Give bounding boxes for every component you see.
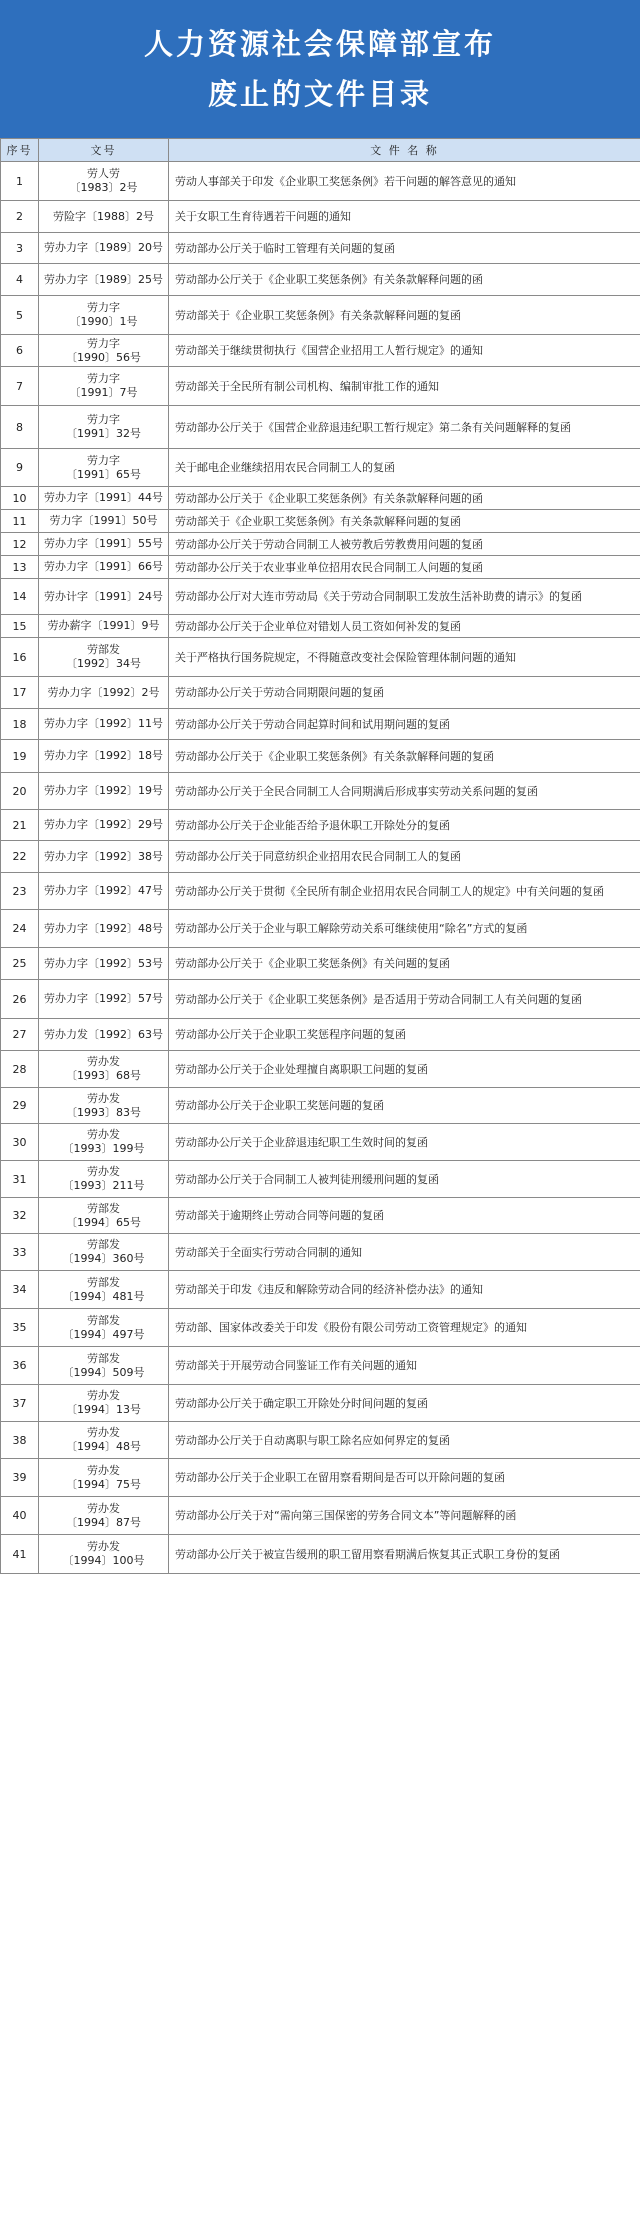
doc-number-line: 劳办发 [87,1540,120,1553]
cell-doc-number [39,1198,169,1234]
cell-document-name: 劳动部、国家体改委关于印发《股份有限公司劳动工资管理规定》的通知 [169,1309,640,1347]
doc-number-line: 劳部发 [87,1351,120,1365]
cell-seq: 31 [1,1161,39,1198]
table-row [1,533,640,556]
cell-seq: 26 [1,980,39,1019]
table-row [1,1161,640,1198]
cell-doc-number [39,233,169,264]
cell-seq: 17 [1,677,39,709]
cell-doc-number [39,773,169,810]
cell-doc-number [39,487,169,510]
table-row [1,1051,640,1088]
cell-document-name: 劳动部办公厅关于确定职工开除处分时间问题的复函 [169,1385,640,1422]
title-banner [0,0,640,138]
doc-number-line: 〔1991〕7号 [69,386,138,399]
cell-seq: 21 [1,810,39,841]
doc-number-line: 劳办发 [87,1463,120,1477]
table-row [1,1422,640,1459]
cell-seq: 20 [1,773,39,810]
doc-number-line: 劳办发 [87,1165,120,1178]
doc-number-line: 劳办力字〔1992〕2号 [47,685,160,699]
table-row [1,1459,640,1497]
doc-number-line: 〔1983〕2号 [69,181,138,194]
cell-doc-number [39,1124,169,1161]
doc-number-line: 劳办发 [87,1091,120,1105]
cell-doc-number [39,1535,169,1574]
cell-doc-number [39,162,169,201]
cell-document-name: 劳动部办公厅关于劳动合同起算时间和试用期问题的复函 [169,709,640,740]
cell-doc-number [39,740,169,773]
doc-number-line: 劳办力字〔1992〕53号 [44,956,163,970]
doc-number-line: 劳办力字〔1992〕57号 [44,992,163,1005]
cell-doc-number [39,910,169,948]
table-row [1,1234,640,1271]
cell-seq: 13 [1,556,39,579]
cell-seq: 40 [1,1497,39,1535]
doc-number-line: 〔1991〕32号 [66,427,141,440]
table-row [1,1347,640,1385]
doc-number-line: 〔1990〕56号 [66,350,141,364]
cell-doc-number [39,1019,169,1051]
table-body [1,162,640,1574]
table-row [1,449,640,487]
cell-document-name: 劳动部关于全民所有制公司机构、编制审批工作的通知 [169,367,640,406]
table-row [1,1198,640,1234]
doc-number-line: 劳力字 [87,453,120,467]
table-row [1,1124,640,1161]
cell-doc-number [39,579,169,615]
cell-document-name: 劳动部办公厅关于企业与职工解除劳动关系可继续使用“除名”方式的复函 [169,910,640,948]
cell-document-name: 劳动部办公厅关于企业能否给予退休职工开除处分的复函 [169,810,640,841]
cell-document-name: 劳动部关于印发《违反和解除劳动合同的经济补偿办法》的通知 [169,1271,640,1309]
cell-document-name: 关于女职工生育待遇若干问题的通知 [169,201,640,233]
cell-doc-number [39,296,169,335]
doc-number-line: 劳力字〔1991〕50号 [49,514,158,527]
abolished-documents-table [0,138,640,1574]
cell-document-name: 劳动部办公厅关于劳动合同制工人被劳教后劳教费用问题的复函 [169,533,640,556]
cell-seq: 37 [1,1385,39,1422]
cell-doc-number [39,1234,169,1271]
doc-number-line: 〔1994〕13号 [66,1403,141,1416]
table-row [1,841,640,873]
cell-seq: 38 [1,1422,39,1459]
cell-document-name: 劳动部办公厅关于企业处理擅自离职职工问题的复函 [169,1051,640,1088]
cell-doc-number [39,841,169,873]
doc-number-line: 〔1993〕211号 [62,1179,145,1192]
cell-doc-number [39,615,169,638]
doc-number-line: 劳险字〔1988〕2号 [53,209,154,223]
cell-seq: 10 [1,487,39,510]
doc-number-line: 劳力字 [87,301,120,314]
cell-doc-number [39,677,169,709]
cell-doc-number [39,1309,169,1347]
doc-number-line: 〔1993〕199号 [62,1142,145,1155]
doc-number-line: 劳办力字〔1991〕55号 [44,537,163,550]
cell-doc-number [39,510,169,533]
cell-doc-number [39,1497,169,1535]
doc-number-line: 劳办力字〔1992〕47号 [44,884,163,897]
cell-seq: 5 [1,296,39,335]
doc-number-line: 劳办发 [87,1501,120,1515]
doc-number-line: 〔1993〕68号 [66,1069,141,1082]
cell-doc-number [39,638,169,677]
cell-doc-number [39,335,169,367]
cell-doc-number [39,201,169,233]
doc-number-line: 劳部发 [87,1201,120,1215]
doc-number-line: 劳办发 [87,1389,120,1402]
doc-number-line: 劳办力字〔1992〕38号 [44,849,163,863]
cell-doc-number [39,367,169,406]
doc-number-line: 〔1993〕83号 [66,1105,141,1119]
cell-seq: 9 [1,449,39,487]
table-row [1,1497,640,1535]
table-row [1,740,640,773]
cell-doc-number [39,948,169,980]
cell-seq: 14 [1,579,39,615]
table-row [1,264,640,296]
doc-number-line: 劳办薪字〔1991〕9号 [47,619,160,632]
cell-document-name: 劳动部办公厅关于企业辞退违纪职工生效时间的复函 [169,1124,640,1161]
page-title-line-1: 人力资源社会保障部宣布 [143,27,496,61]
doc-number-line: 劳部发 [87,643,120,656]
cell-document-name: 关于严格执行国务院规定，不得随意改变社会保险管理体制问题的通知 [169,638,640,677]
doc-number-line: 劳力字 [87,413,120,426]
cell-seq: 28 [1,1051,39,1088]
table-row [1,335,640,367]
table-row [1,873,640,910]
column-header-seq: 序号 [1,139,39,162]
table-row [1,948,640,980]
doc-number-line: 〔1994〕87号 [66,1515,141,1529]
cell-document-name: 劳动部办公厅关于自动离职与职工除名应如何界定的复函 [169,1422,640,1459]
table-row [1,367,640,406]
cell-document-name: 劳动部办公厅关于《企业职工奖惩条例》有关条款解释问题的复函 [169,740,640,773]
table-row [1,556,640,579]
doc-number-line: 〔1991〕65号 [66,467,141,481]
cell-seq: 33 [1,1234,39,1271]
cell-seq: 36 [1,1347,39,1385]
cell-document-name: 劳动部办公厅关于同意纺织企业招用农民合同制工人的复函 [169,841,640,873]
cell-document-name: 劳动部办公厅关于企业单位对错划人员工资如何补发的复函 [169,615,640,638]
table-row [1,810,640,841]
cell-seq: 1 [1,162,39,201]
cell-document-name: 劳动部办公厅关于《企业职工奖惩条例》有关条款解释问题的函 [169,487,640,510]
cell-seq: 4 [1,264,39,296]
cell-document-name: 劳动部办公厅关于劳动合同期限问题的复函 [169,677,640,709]
cell-document-name: 劳动部办公厅关于《企业职工奖惩条例》有关条款解释问题的函 [169,264,640,296]
doc-number-line: 〔1994〕100号 [62,1554,145,1567]
table-row [1,296,640,335]
doc-number-line: 劳力字 [87,372,120,385]
cell-document-name: 劳动部办公厅关于企业职工在留用察看期间是否可以开除问题的复函 [169,1459,640,1497]
table-row [1,1309,640,1347]
doc-number-line: 劳力字 [87,336,120,350]
doc-number-line: 〔1994〕360号 [62,1252,145,1265]
table-row [1,1088,640,1124]
doc-number-line: 劳办发 [87,1128,120,1141]
table-row [1,510,640,533]
doc-number-line: 劳办力字〔1991〕44号 [44,491,163,504]
table-row [1,201,640,233]
cell-seq: 34 [1,1271,39,1309]
cell-document-name: 劳动部关于开展劳动合同鉴证工作有关问题的通知 [169,1347,640,1385]
cell-seq: 16 [1,638,39,677]
doc-number-line: 〔1994〕509号 [62,1365,145,1379]
cell-doc-number [39,449,169,487]
cell-seq: 3 [1,233,39,264]
cell-doc-number [39,1459,169,1497]
table-row [1,980,640,1019]
cell-doc-number [39,810,169,841]
cell-seq: 35 [1,1309,39,1347]
cell-doc-number [39,1271,169,1309]
cell-document-name: 劳动部办公厅关于贯彻《全民所有制企业招用农民合同制工人的规定》中有关问题的复函 [169,873,640,910]
doc-number-line: 劳办力字〔1989〕20号 [44,241,163,254]
cell-seq: 39 [1,1459,39,1497]
cell-seq: 7 [1,367,39,406]
table-row [1,406,640,449]
cell-doc-number [39,873,169,910]
cell-seq: 18 [1,709,39,740]
cell-doc-number [39,1161,169,1198]
table-row [1,910,640,948]
doc-number-line: 劳办力字〔1992〕48号 [44,921,163,935]
cell-document-name: 劳动部办公厅关于企业职工奖惩问题的复函 [169,1088,640,1124]
column-header-document-name: 文 件 名 称 [169,139,640,162]
doc-number-line: 劳部发 [87,1238,120,1251]
cell-doc-number [39,406,169,449]
cell-doc-number [39,1088,169,1124]
cell-document-name: 劳动部关于《企业职工奖惩条例》有关条款解释问题的复函 [169,510,640,533]
cell-document-name: 劳动部办公厅关于《企业职工奖惩条例》有关问题的复函 [169,948,640,980]
doc-number-line: 劳办力字〔1992〕11号 [44,717,163,730]
table-row [1,677,640,709]
cell-document-name: 劳动部办公厅关于合同制工人被判徒刑缓刑问题的复函 [169,1161,640,1198]
doc-number-line: 〔1994〕75号 [66,1477,141,1491]
doc-number-line: 劳办力字〔1991〕66号 [44,560,163,573]
doc-number-line: 〔1994〕48号 [66,1440,141,1453]
cell-document-name: 劳动部办公厅对大连市劳动局《关于劳动合同制职工发放生活补助费的请示》的复函 [169,579,640,615]
doc-number-line: 劳办发 [87,1055,120,1068]
table-header-row [1,139,640,162]
table-row [1,487,640,510]
cell-doc-number [39,533,169,556]
cell-document-name: 劳动部关于继续贯彻执行《国营企业招用工人暂行规定》的通知 [169,335,640,367]
cell-seq: 41 [1,1535,39,1574]
doc-number-line: 劳办力字〔1989〕25号 [44,272,163,286]
cell-seq: 32 [1,1198,39,1234]
doc-number-line: 劳部发 [87,1313,120,1327]
table-row [1,615,640,638]
doc-number-line: 〔1992〕34号 [66,657,141,670]
cell-doc-number [39,1422,169,1459]
table-row [1,1385,640,1422]
cell-document-name: 劳动部关于《企业职工奖惩条例》有关条款解释问题的复函 [169,296,640,335]
table-row [1,1271,640,1309]
doc-number-line: 劳办计字〔1991〕24号 [44,589,163,603]
cell-seq: 11 [1,510,39,533]
doc-number-line: 〔1990〕1号 [69,315,138,328]
doc-number-line: 〔1994〕481号 [62,1289,145,1303]
cell-seq: 19 [1,740,39,773]
cell-doc-number [39,980,169,1019]
cell-doc-number [39,1347,169,1385]
table-row [1,579,640,615]
cell-doc-number [39,1051,169,1088]
cell-seq: 25 [1,948,39,980]
cell-document-name: 劳动部办公厅关于农业事业单位招用农民合同制工人问题的复函 [169,556,640,579]
table-row [1,1535,640,1574]
column-header-doc-number: 文号 [39,139,169,162]
cell-document-name: 劳动部关于逾期终止劳动合同等问题的复函 [169,1198,640,1234]
cell-document-name: 劳动部办公厅关于全民合同制工人合同期满后形成事实劳动关系问题的复函 [169,773,640,810]
table-row [1,162,640,201]
cell-document-name: 劳动部办公厅关于《企业职工奖惩条例》是否适用于劳动合同制工人有关问题的复函 [169,980,640,1019]
cell-doc-number [39,264,169,296]
cell-document-name: 劳动部办公厅关于被宣告缓刑的职工留用察看期满后恢复其正式职工身份的复函 [169,1535,640,1574]
doc-number-line: 劳人劳 [87,167,120,180]
cell-seq: 27 [1,1019,39,1051]
table-row [1,773,640,810]
cell-doc-number [39,556,169,579]
cell-document-name: 劳动部办公厅关于企业职工奖惩程序问题的复函 [169,1019,640,1051]
cell-seq: 29 [1,1088,39,1124]
cell-seq: 12 [1,533,39,556]
cell-seq: 15 [1,615,39,638]
cell-document-name: 劳动部关于全面实行劳动合同制的通知 [169,1234,640,1271]
page-title-line-2: 废止的文件目录 [207,77,432,111]
cell-doc-number [39,709,169,740]
cell-document-name: 关于邮电企业继续招用农民合同制工人的复函 [169,449,640,487]
cell-document-name: 劳动部办公厅关于对“需向第三国保密的劳务合同文本”等问题解释的函 [169,1497,640,1535]
cell-seq: 8 [1,406,39,449]
doc-number-line: 劳办力发〔1992〕63号 [44,1027,163,1041]
table-row [1,233,640,264]
cell-document-name: 劳动人事部关于印发《企业职工奖惩条例》若干问题的解答意见的通知 [169,162,640,201]
cell-seq: 22 [1,841,39,873]
doc-number-line: 劳办力字〔1992〕18号 [44,749,163,762]
cell-seq: 6 [1,335,39,367]
doc-number-line: 劳部发 [87,1275,120,1289]
table-row [1,638,640,677]
cell-seq: 24 [1,910,39,948]
doc-number-line: 〔1994〕65号 [66,1215,141,1229]
table-row [1,1019,640,1051]
cell-seq: 30 [1,1124,39,1161]
table-row [1,709,640,740]
cell-document-name: 劳动部办公厅关于临时工管理有关问题的复函 [169,233,640,264]
cell-seq: 23 [1,873,39,910]
doc-number-line: 劳办发 [87,1426,120,1439]
cell-doc-number [39,1385,169,1422]
doc-number-line: 劳办力字〔1992〕19号 [44,784,163,797]
doc-number-line: 〔1994〕497号 [62,1327,145,1341]
doc-number-line: 劳办力字〔1992〕29号 [44,818,163,831]
cell-seq: 2 [1,201,39,233]
cell-document-name: 劳动部办公厅关于《国营企业辞退违纪职工暂行规定》第二条有关问题解释的复函 [169,406,640,449]
